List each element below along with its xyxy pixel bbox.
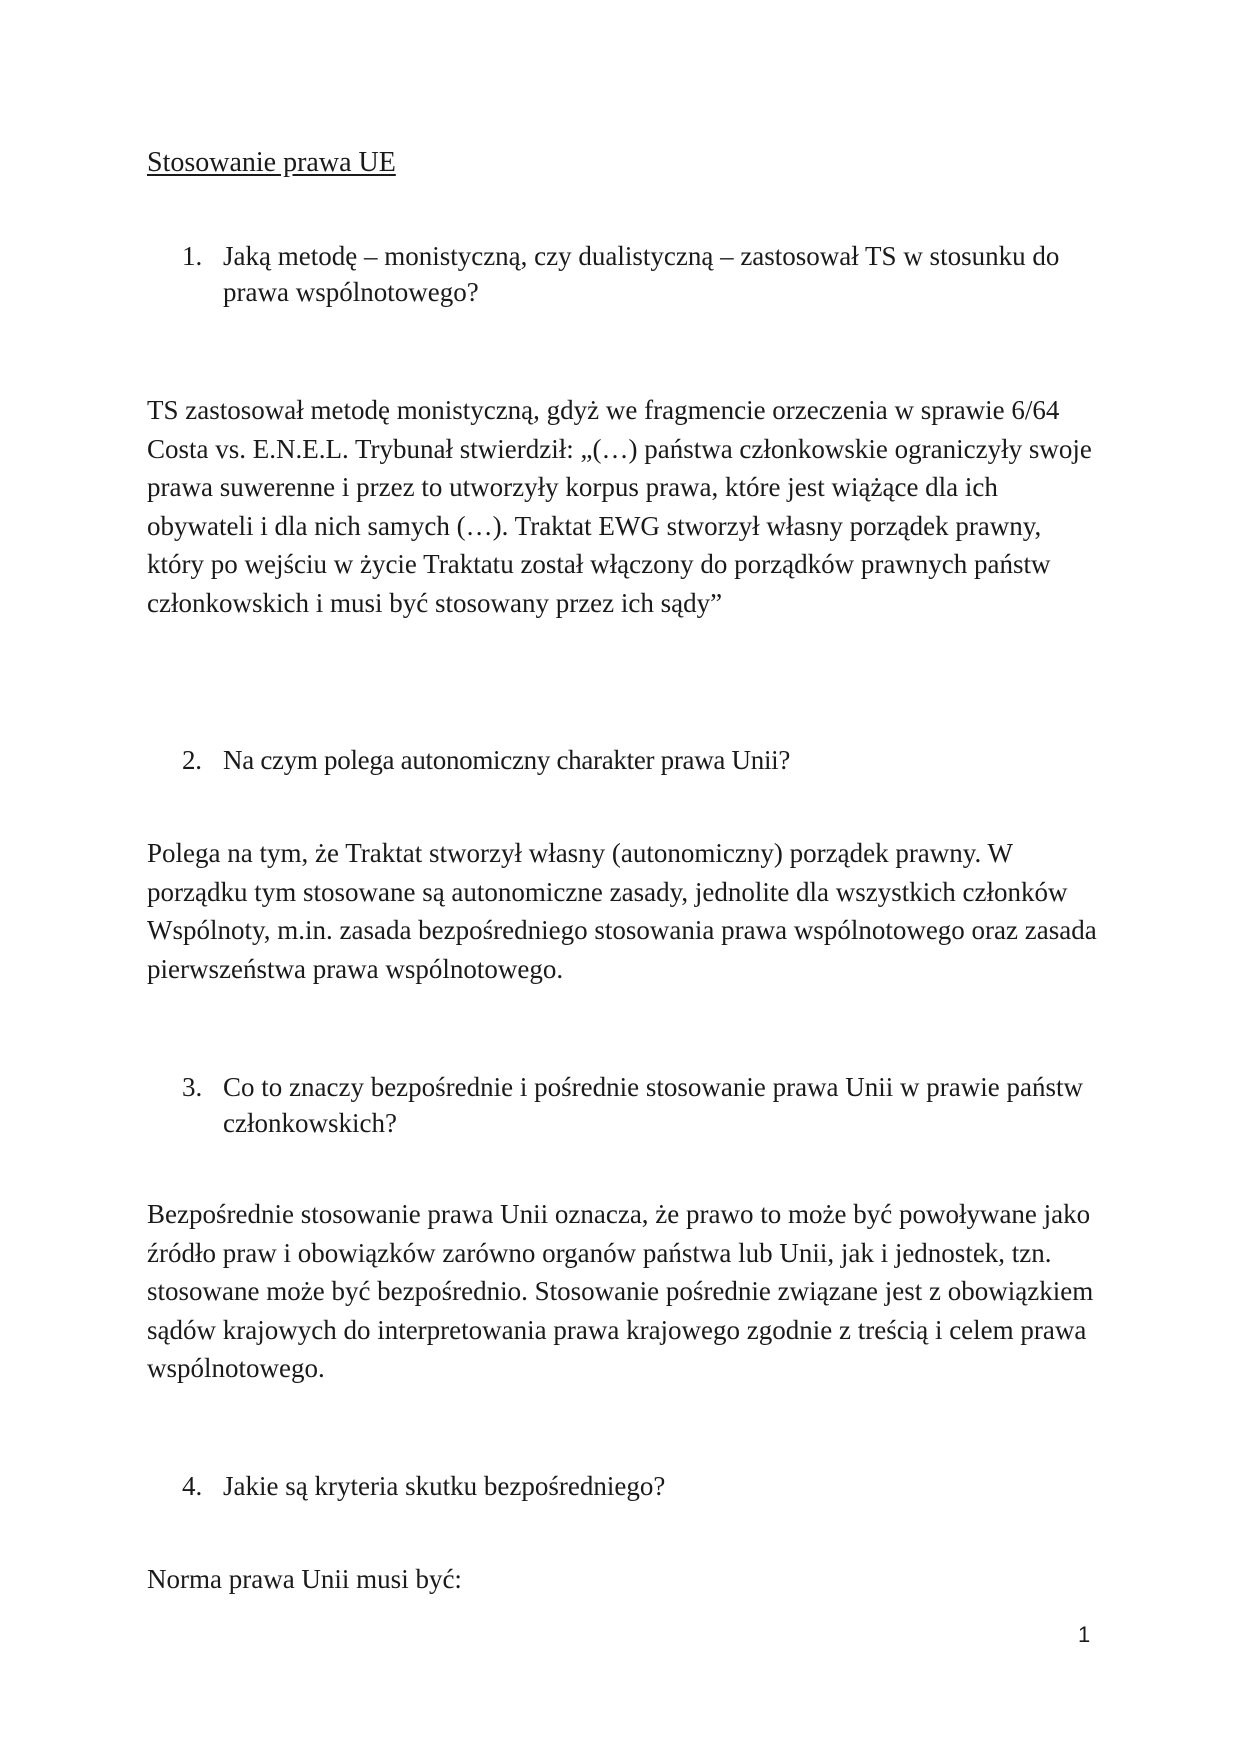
question-number: 4. xyxy=(182,1471,203,1501)
question-number: 1. xyxy=(182,241,203,271)
question-4 xyxy=(182,1468,1102,1504)
answer-2: Polega na tym, że Traktat stworzył własny (autonomiczny) porządek prawny. W porządku tym stosowane są autonomiczne zasady, jednolite dla wszystkich członków Wspólnoty, m.in. zasada bezpośredniego stosowania prawa wspólnotowego oraz zasada pierwszeństwa prawa wspólnotowego. xyxy=(147,838,1097,984)
page-number: 1 xyxy=(1078,1622,1091,1647)
question-number: 2. xyxy=(182,745,202,775)
answer-3: Bezpośrednie stosowanie prawa Unii oznacza, że prawo to może być powoływane jako źródło praw i obowiązków zarówno organów państwa lub Unii, jak i jednostek, tzn. stosowane może być bezpośrednio. Stosowanie pośrednie związane jest z obowiązkiem sądów krajowych do interpretowania prawa krajowego zgodnie z treścią i celem prawa wspólnotowego. xyxy=(147,1199,1094,1383)
question-text: Na czym polega autonomiczny charakter prawa Unii? xyxy=(223,745,791,775)
question-text: Jaką metodę – monistyczną, czy dualistyczną – zastosował TS w stosunku do prawa wspólnotowego? xyxy=(223,241,1060,307)
question-text: Co to znaczy bezpośrednie i pośrednie stosowanie prawa Unii w prawie państw członkowskich? xyxy=(223,1072,1083,1138)
document-title: Stosowanie prawa UE xyxy=(147,147,396,178)
answer-1: TS zastosował metodę monistyczną, gdyż we fragmencie orzeczenia w sprawie 6/64 Costa vs. E.N.E.L. Trybunał stwierdził: „(…) państwa członkowskie ograniczyły swoje prawa suwerenne i przez to utworzyły korpus prawa, które jest wiążące dla ich obywateli i dla nich samych (…). Traktat EWG stworzył własny porządek prawny, który po wejściu w życie Traktatu został włączony do porządków prawnych państw członkowskich i musi być stosowany przez ich sądy” xyxy=(147,395,1092,618)
question-number: 3. xyxy=(182,1072,203,1102)
answer-4: Norma prawa Unii musi być: xyxy=(147,1564,462,1594)
question-text: Jakie są kryteria skutku bezpośredniego? xyxy=(223,1471,666,1501)
question-1 xyxy=(182,238,1102,310)
question-2 xyxy=(182,742,1102,778)
question-3 xyxy=(182,1069,1102,1141)
